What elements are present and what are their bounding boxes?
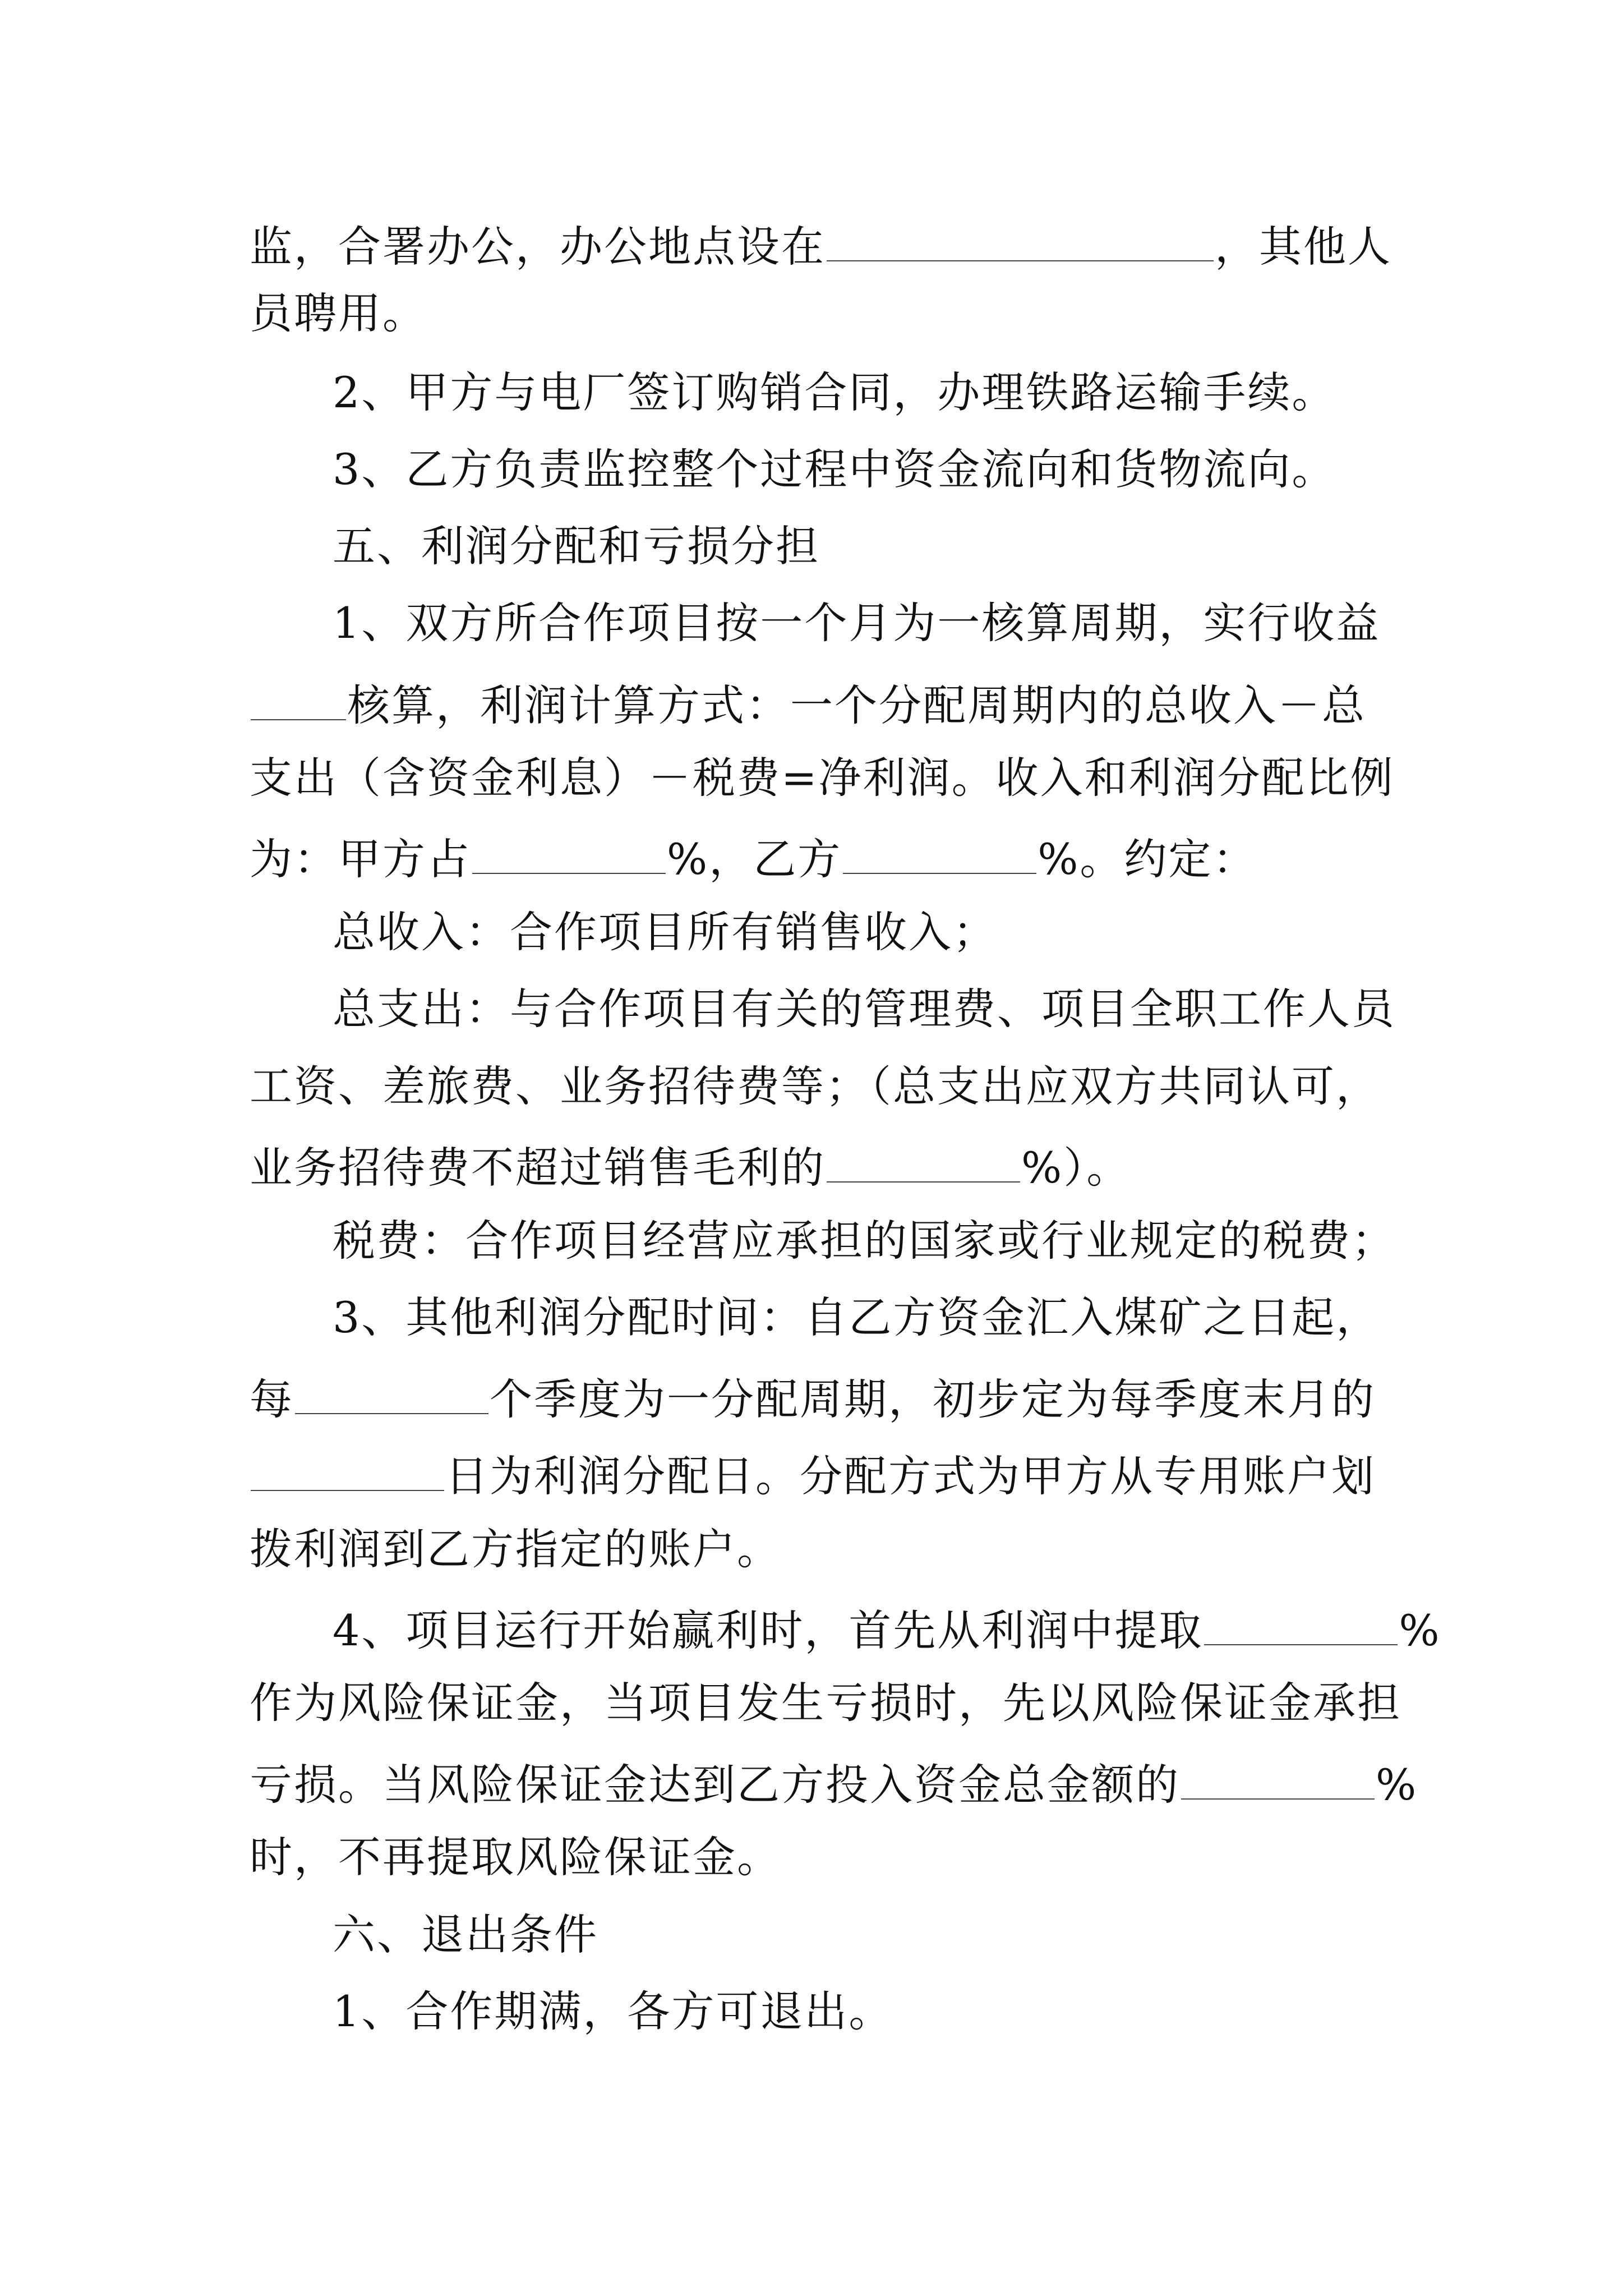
line-19-text-b: % <box>1399 1605 1441 1655</box>
line-21-text-b: % <box>1376 1759 1418 1810</box>
line-22-text: 时，不再提取风险保证金。 <box>250 1832 781 1882</box>
text-line-8 <box>250 753 1395 803</box>
line-13-text-a: 业务招待费不超过销售毛利的 <box>250 1142 826 1193</box>
text-line-15 <box>333 1292 1381 1342</box>
text-line-16 <box>250 1374 1376 1424</box>
blank-entertainment-limit <box>827 1142 1020 1182</box>
line-24-text: 1、合作期满，各方可退出。 <box>333 1986 893 2036</box>
text-line-14 <box>333 1216 1396 1266</box>
blank-risk-reserve-cap <box>1181 1759 1375 1800</box>
blank-party-a-share <box>472 834 666 874</box>
line-16-text-b: 个季度为一分配周期，初步定为每季度末月的 <box>490 1374 1376 1424</box>
text-line-20 <box>250 1678 1401 1728</box>
text-line-11 <box>333 984 1396 1034</box>
line-12-text: 工资、差旅费、业务招待费等；（总支出应双方共同认可， <box>250 1061 1380 1111</box>
line-5-text: 五、利润分配和亏损分担 <box>333 521 820 571</box>
line-23-text: 六、退出条件 <box>333 1910 598 1959</box>
text-line-9 <box>250 834 1257 884</box>
text-line-4 <box>333 444 1336 494</box>
blank-office-address <box>827 221 1214 261</box>
text-line-10 <box>333 907 997 957</box>
text-line-1 <box>250 221 1392 272</box>
line-15-text: 3、其他利润分配时间：自乙方资金汇入煤矿之日起， <box>333 1292 1381 1342</box>
text-line-12 <box>250 1061 1380 1111</box>
line-21-text-a: 亏损。当风险保证金达到乙方投入资金总金额的 <box>250 1759 1180 1810</box>
line-13-text-b: %）。 <box>1021 1142 1131 1193</box>
blank-distribution-day <box>251 1451 444 1491</box>
blank-party-b-share <box>843 834 1036 874</box>
line-2-text: 员聘用。 <box>250 288 427 338</box>
line-16-text-a: 每 <box>250 1374 294 1424</box>
text-line-18 <box>250 1524 781 1574</box>
text-line-17 <box>250 1451 1376 1501</box>
line-8-text: 支出（含资金利息）－税费=净利润。收入和利润分配比例 <box>250 753 1395 803</box>
line-19-text-a: 4、项目运行开始赢利时，首先从利润中提取 <box>333 1605 1204 1655</box>
line-4-text: 3、乙方负责监控整个过程中资金流向和货物流向。 <box>333 444 1336 494</box>
text-line-19 <box>333 1605 1441 1655</box>
line-10-text: 总收入：合作项目所有销售收入； <box>333 907 997 957</box>
line-6-text: 1、双方所合作项目按一个月为一核算周期，实行收益 <box>333 598 1381 648</box>
line-7-text-b: 核算，利润计算方式：一个分配周期内的总收入－总 <box>347 680 1366 730</box>
blank-quarter-count <box>295 1374 488 1414</box>
line-18-text: 拨利润到乙方指定的账户。 <box>250 1524 781 1574</box>
text-line-7 <box>250 680 1366 730</box>
line-17-text-b: 日为利润分配日。分配方式为甲方从专用账户划 <box>445 1451 1376 1501</box>
text-line-21 <box>250 1759 1418 1810</box>
section-heading-5 <box>333 521 820 571</box>
text-line-2 <box>250 288 427 338</box>
line-9-text-a: 为：甲方占 <box>250 834 471 884</box>
line-9-text-c: %。约定： <box>1038 834 1257 884</box>
blank-risk-reserve-rate <box>1204 1605 1398 1645</box>
text-line-22 <box>250 1832 781 1882</box>
line-3-text: 2、甲方与电厂签订购销合同，办理铁路运输手续。 <box>333 367 1336 417</box>
line-14-text: 税费：合作项目经营应承担的国家或行业规定的税费； <box>333 1216 1396 1266</box>
line-9-text-b: %，乙方 <box>667 834 842 884</box>
text-line-3 <box>333 367 1336 417</box>
line-11-text: 总支出：与合作项目有关的管理费、项目全职工作人员 <box>333 984 1396 1034</box>
document-page <box>250 202 1441 2109</box>
line-1-text-a: 监，合署办公，办公地点设在 <box>250 221 826 272</box>
line-20-text: 作为风险保证金，当项目发生亏损时，先以风险保证金承担 <box>250 1678 1401 1728</box>
text-line-24 <box>333 1986 893 2036</box>
blank-accounting-method <box>251 680 346 720</box>
line-1-text-b: ，其他人 <box>1215 221 1392 272</box>
text-line-6 <box>333 598 1381 648</box>
section-heading-6 <box>333 1910 598 1959</box>
text-line-13 <box>250 1142 1131 1193</box>
